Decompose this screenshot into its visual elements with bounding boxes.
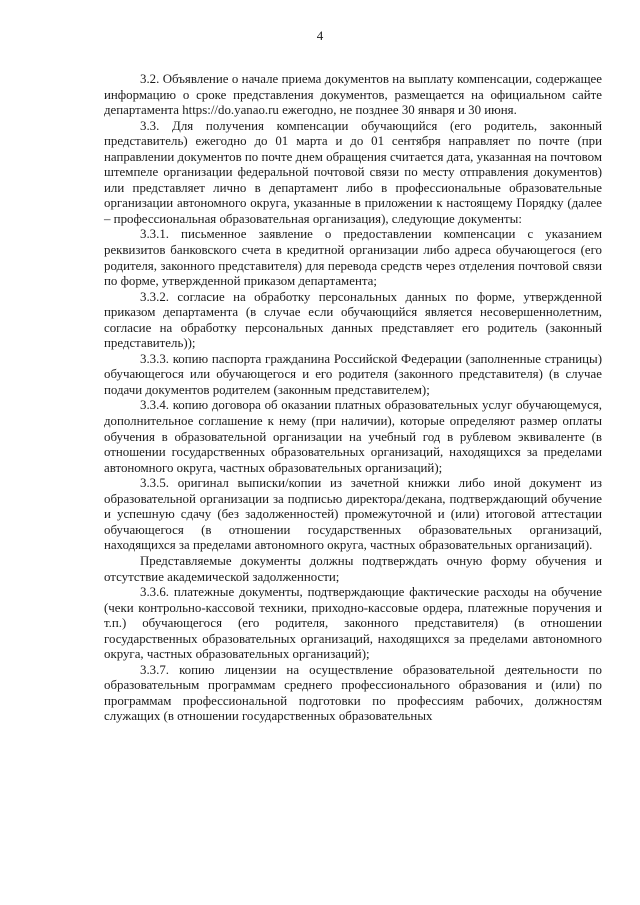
paragraph-3-3-1: 3.3.1. письменное заявление о предоставлении компенсации с указанием реквизитов банковского счета в кредитной организации либо адреса обучающегося (его родителя, законного представителя) для перевода средств через отделения почтовой связи по форме, утвержденной приказом департамента;	[104, 227, 602, 289]
paragraph-3-3-6: 3.3.6. платежные документы, подтверждающие фактические расходы на обучение (чеки контрольно-кассовой техники, приходно-кассовые ордера, платежные поручения и т.п.) обучающегося (его родителя, законного представителя) (в отношении государственных образовательных организаций, находящихся за пределами автономного округа, частных образовательных организаций);	[104, 585, 602, 662]
paragraph-note: Представляемые документы должны подтверждать очную форму обучения и отсутствие академической задолженности;	[104, 553, 602, 584]
paragraph-3-3: 3.3. Для получения компенсации обучающийся (его родитель, законный представитель) ежегодно до 01 марта и до 01 сентября направляет по почте (при направлении документов по почте днем обращения считается дата, указанная на почтовом штемпеле организации федеральной почтовой связи по месту отправления документов) или представляет лично в департамент либо в профессиональные образовательные организации автономного округа, указанные в приложении к настоящему Порядку (далее – профессиональная образовательная организация), следующие документы:	[104, 118, 602, 226]
paragraph-3-3-5: 3.3.5. оригинал выписки/копии из зачетной книжки либо иной документ из образовательной организации за подписью директора/декана, подтверждающий обучение и успешную сдачу (без задолженностей) промежуточной и (или) итоговой аттестации обучающегося (в отношении государственных образовательных организаций, находящихся за пределами автономного округа, частных образовательных организаций).	[104, 476, 602, 553]
paragraph-3-3-4: 3.3.4. копию договора об оказании платных образовательных услуг обучающемуся, дополнительное соглашение к нему (при наличии), которые определяют размер оплаты обучения в образовательной организации на учебный год в рублевом эквиваленте (в отношении государственных образовательных организаций, находящихся за пределами автономного округа, частных образовательных организаций);	[104, 398, 602, 475]
document-body	[104, 72, 602, 725]
paragraph-3-3-2: 3.3.2. согласие на обработку персональных данных по форме, утвержденной приказом департамента (в случае если обучающийся является несовершеннолетним, согласие на обработку персональных данных представляет его родитель (законный представитель));	[104, 289, 602, 351]
paragraph-3-3-7: 3.3.7. копию лицензии на осуществление образовательной деятельности по образовательным программам среднего профессионального образования и (или) по программам профессиональной подготовки по профессиям рабочих, должностям служащих (в отношении государственных образовательных	[104, 662, 602, 724]
paragraph-3-3-3: 3.3.3. копию паспорта гражданина Российской Федерации (заполненные страницы) обучающегося или обучающегося и его родителя (законного представителя) (в случае подачи документов родителем (законным представителем);	[104, 351, 602, 397]
page-number: 4	[316, 28, 324, 43]
paragraph-3-2: 3.2. Объявление о начале приема документов на выплату компенсации, содержащее информацию о сроке представления документов, размещается на официальном сайте департамента https://do.yanao.ru ежегодно, не позднее 30 января и 30 июня.	[104, 72, 602, 118]
